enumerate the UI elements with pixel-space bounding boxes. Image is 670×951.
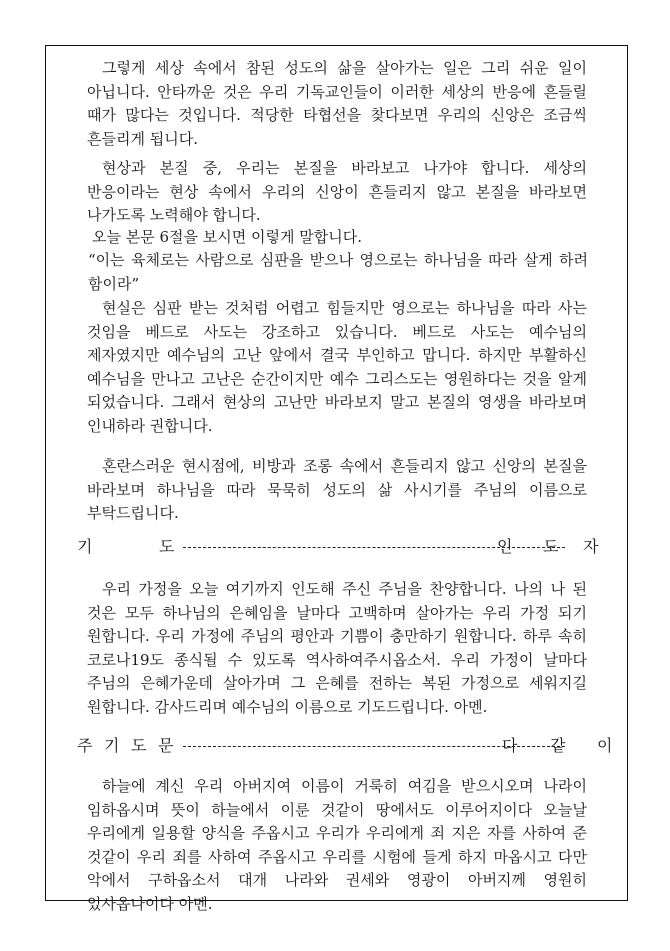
sermon-reference-line: 오늘 본문 6절을 보시면 이렇게 말합니다.: [92, 228, 362, 246]
prayer-leader-char: 인: [497, 537, 513, 556]
scripture-quote: “이는 육체로는 사람으로 심판을 받으나 영으로는 하나님을 따라 살게 하려 함이라”: [88, 251, 588, 293]
prayer-leader-char: 자: [583, 537, 599, 556]
sermon-paragraph-3: 현실은 심판 받는 것처럼 어렵고 힘들지만 영으로는 하나님을 따라 사는 것임을 베드로 사도는 강조하고 있습니다. 베드로 사도는 예수님의 제자였지만 예수님의 고난 앞에서 결국 부인하고 맙니다. 하지만 부활하신 예수님을 만나고 고난은 순간이지만 예수 그리스도는 영원하다는 것을 알게 되었습니다. 그래서 현상의 고난만 바라보지 말고 본질의 영생을 바라보며 인내하라 권합니다.: [87, 299, 587, 435]
lords-prayer-leader-char: 이: [597, 736, 613, 755]
sermon-paragraph-2: 현상과 본질 중, 우리는 본질을 바라보고 나가야 합니다. 세상의 반응이라는 현상 속에서 우리의 신앙이 흔들리지 않고 본질을 바라보면 나가도록 노력해야 합니다.: [87, 159, 587, 224]
prayer-leader-char: 도: [543, 537, 559, 556]
sermon-paragraph-4: 혼란스러운 현시점에, 비방과 조롱 속에서 흔들리지 않고 신앙의 본질을 바라보며 하나님을 따라 묵묵히 성도의 삶 사시기를 주님의 이름으로 부탁드립니다.: [87, 457, 587, 522]
lords-prayer-heading: [77, 734, 613, 758]
sermon-paragraph-1: 그렇게 세상 속에서 참된 성도의 삶을 살아가는 일은 그리 쉬운 일이 아닙니다. 안타까운 것은 우리 기독교인들이 이러한 세상의 반응에 흔들릴 때가 많다는 것입니다. 적당한 타협선을 찾다보면 우리의 신앙은 조금씩 흔들리게 됩니다.: [87, 59, 587, 148]
prayer-heading: [77, 535, 597, 559]
prayer-text: 우리 가정을 오늘 여기까지 인도해 주신 주님을 찬양합니다. 나의 나 된 것은 모두 하나님의 은혜임을 날마다 고백하며 살아가는 우리 가정 되기 원합니다. 우리 가정에 주님의 평안과 기쁨이 충만하기 원합니다. 하루 속히 코로나19도 종식될 수 있도록 역사하여주시옵소서. 우리 가정이 날마다 주님의 은혜가운데 살아가며 그 은혜를 전하는 복된 가정으로 세워지길 원합니다. 감사드리며 예수님의 이름으로 기도드립니다. 아멘.: [87, 580, 587, 716]
prayer-label-char: 도: [159, 537, 175, 556]
lords-prayer-leader-char: 다: [502, 736, 518, 755]
lords-prayer-leader-char: 같: [550, 736, 566, 755]
lords-prayer-label-char: 도: [131, 736, 147, 755]
lords-prayer-text: 하늘에 계신 우리 아버지여 이름이 거룩히 여김을 받으시오며 나라이 임하옵시며 뜻이 하늘에서 이룬 것같이 땅에서도 이루어지이다 오늘날 우리에게 일용할 양식을 주옵시고 우리가 우리에게 죄 지은 자를 사하여 준 것같이 우리 죄를 사하여 주옵시고 우리를 시험에 들게 하지 마옵시고 다만 악에서 구하옵소서 대개 나라와 권세와 영광이 아버지께 영원히 있사옵나이다 아멘.: [87, 777, 587, 913]
lords-prayer-label-char: 기: [104, 736, 120, 755]
lords-prayer-label-char: 주: [77, 736, 93, 755]
prayer-label-char: 기: [77, 537, 93, 556]
lords-prayer-label-char: 문: [158, 736, 174, 755]
